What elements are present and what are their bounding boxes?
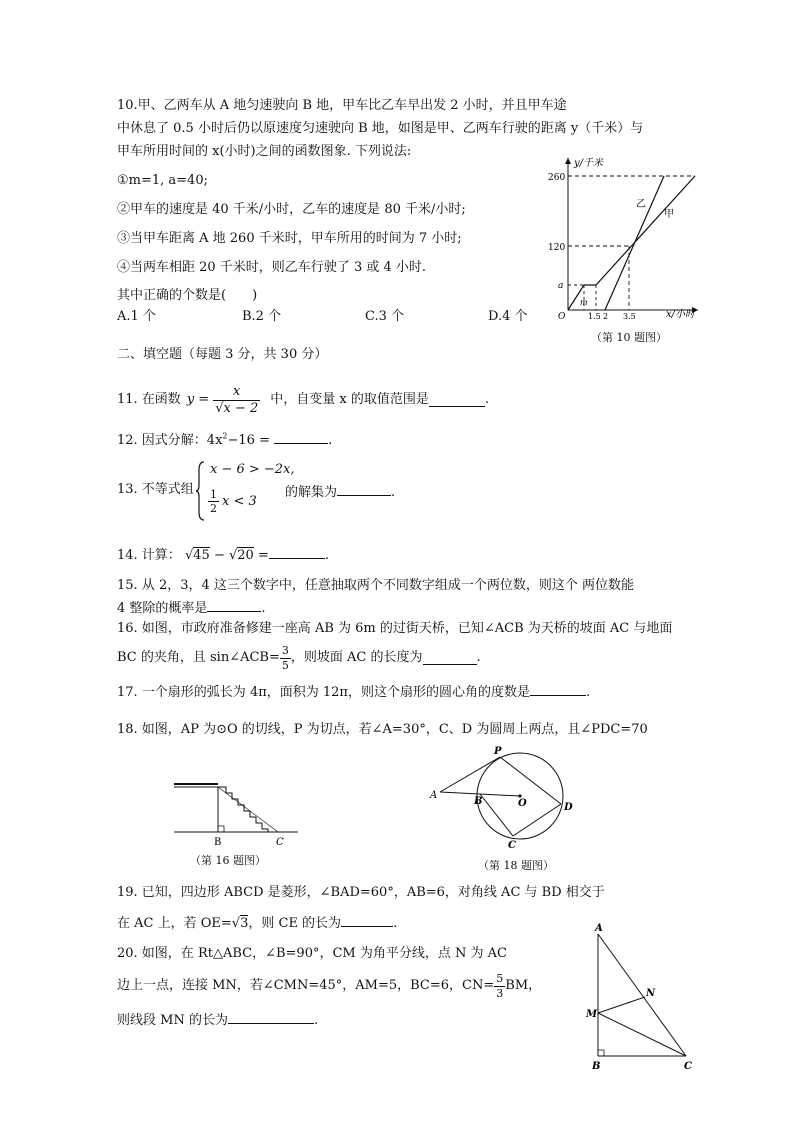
q18-line1: 18. 如图，AP 为⊙O 的切线，P 为切点，若∠A=30°，C、D 为圆周上两点，且∠PDC=70 (117, 722, 648, 737)
q16-fraction (280, 644, 291, 671)
q11-fraction (213, 384, 260, 416)
q10-line1: 10.甲、乙两车从 A 地匀速驶向 B 地，甲车比乙车早出发 2 小时，并且甲车途 (117, 98, 567, 113)
q14-equals: = (257, 548, 269, 563)
q17-answer-blank[interactable] (530, 683, 586, 696)
q16-end: . (476, 650, 481, 666)
fig18-label-c: C (508, 840, 516, 850)
fig18-label-o: O (518, 798, 527, 809)
graph-tick-2: 2 (603, 312, 609, 320)
q10-line3: 甲车所用时间的 x(小时)之间的函数图象. 下列说法: (117, 144, 412, 159)
fig18-caption: （第 18 题图） (478, 859, 554, 872)
section-2-title: 二、填空题（每题 3 分，共 30 分） (117, 347, 328, 362)
fig18-label-d: D (564, 802, 573, 813)
q14-root-1: √45 (184, 548, 210, 563)
graph-tick-260: 260 (548, 173, 566, 183)
q16-frac-num: 3 (281, 644, 289, 658)
fig20-label-m: M (586, 1009, 598, 1020)
fig18-label-a: A (430, 790, 438, 801)
fig18-label-b: B (474, 796, 483, 807)
q13-ineq2-rest: x < 3 (222, 493, 257, 509)
fig18-label-p: P (494, 746, 502, 757)
q10-statement-3: ③当甲车距离 A 地 260 千米时，甲车所用的时间为 7 小时; (117, 231, 462, 246)
graph-tick-3-5: 3.5 (623, 312, 636, 320)
graph-label-yi: 乙 (636, 199, 646, 210)
q16-answer-blank[interactable] (423, 652, 477, 665)
q11-answer-blank[interactable] (429, 394, 485, 407)
q12-end: . (328, 433, 333, 448)
q10-question: 其中正确的个数是( ) (117, 288, 258, 303)
q14-minus: − (213, 548, 225, 563)
q12-text: −16 = (227, 433, 270, 448)
q11-text: 中，自变量 x 的取值范围是 (270, 392, 429, 408)
q16-line2-text: ，则坡面 AC 的长度为 (290, 650, 423, 666)
q11-fx-lhs: y = (186, 392, 210, 408)
q12-answer-blank[interactable] (274, 431, 328, 444)
q11-denominator: √x − 2 (215, 400, 259, 416)
q20-line3: 则线段 MN 的长为 . (117, 1013, 319, 1028)
q10-statement-2: ②甲车的速度是 40 千米/小时，乙车的速度是 80 千米/小时; (117, 202, 466, 217)
q13-inequality-2 (208, 488, 257, 515)
q19-line1: 19. 已知，四边形 ABCD 是菱形，∠BAD=60°，AB=6，对角线 AC 与 BD 相交于 (117, 885, 605, 900)
q10-option-c: C.3 个 (365, 309, 405, 324)
q16-line1: 16. 如图，市政府准备修建一座高 AB 为 6m 的过街天桥，已知∠ACB 为天桥的坡面 AC 与地面 (117, 621, 673, 636)
q19-answer-blank[interactable] (341, 914, 393, 927)
q10-option-d: D.4 个 (488, 309, 528, 324)
q13-half (208, 488, 219, 515)
graph-x-axis-label: x/小时 (666, 309, 696, 320)
q20-frac-num: 5 (496, 972, 504, 986)
q14-answer-blank[interactable] (269, 546, 325, 559)
q20-answer-blank[interactable] (228, 1011, 314, 1024)
q14-prefix: 14. 计算： (117, 548, 181, 563)
q13-end: . (391, 485, 396, 500)
fig20-label-a: A (595, 923, 603, 934)
graph-y-axis-label: y/千米 (574, 158, 604, 169)
q12 (117, 431, 332, 449)
q13-half-num: 1 (210, 488, 217, 501)
graph-label-jia: 甲 (664, 209, 674, 220)
q10-statement-1: ①m=1, a=40; (117, 173, 208, 188)
q14-root-2: √20 (228, 548, 254, 563)
q16-line2 (117, 640, 481, 676)
q10-figure-caption: （第 10 题图） (591, 331, 667, 344)
q11-end: . (484, 392, 489, 408)
q19-root: √3 (231, 916, 249, 931)
q20-fraction (494, 972, 505, 999)
fig20-label-b: B (592, 1061, 601, 1072)
q15-line2: 4 整除的概率是 . (117, 601, 266, 616)
q13-prefix: 13. 不等式组 (117, 482, 194, 497)
graph-tick-a: a (558, 281, 564, 291)
q16-line2-prefix: BC 的夹角，且 sin∠ACB= (117, 650, 280, 666)
figure-16 (170, 778, 310, 850)
fig16-label-b: B (214, 837, 222, 848)
q11 (117, 380, 489, 420)
q12-exponent: 2 (222, 431, 228, 441)
q20-line1: 20. 如图，在 Rt△ABC，∠B=90°，CM 为角平分线，点 N 为 AC (117, 946, 507, 961)
q13-answer-blank[interactable] (337, 483, 391, 496)
graph-tick-120: 120 (548, 243, 566, 253)
q13-brace (196, 460, 206, 522)
fig20-label-n: N (646, 988, 656, 999)
q12-prefix: 12. 因式分解：4x (117, 433, 223, 448)
q16-frac-den: 5 (281, 658, 289, 672)
q15-line1: 15. 从 2，3，4 这三个数字中，任意抽取两个不同数字组成一个两位数，则这个 两位数能 (117, 578, 635, 593)
q14-end: . (324, 548, 330, 563)
q13-inequality-1: x − 6 > −2x, (210, 462, 295, 477)
q11-prefix: 11. 在函数 (117, 392, 181, 408)
q10-function-graph (548, 155, 706, 320)
q19-line2: 在 AC 上，若 OE=√3，则 CE 的长为 . (117, 916, 398, 931)
graph-tick-m: m (580, 298, 588, 307)
graph-origin: O (558, 312, 566, 320)
q20-frac-den: 3 (496, 986, 504, 1000)
fig20-label-c: C (684, 1061, 692, 1072)
q11-numerator: x (213, 384, 260, 401)
q15-answer-blank[interactable] (207, 599, 261, 612)
fig16-caption: （第 16 题图） (190, 854, 266, 867)
q10-statement-4: ④当两车相距 20 千米时，则乙车行驶了 3 或 4 小时. (117, 260, 427, 275)
q10-line2: 中休息了 0.5 小时后仍以原速度匀速驶向 B 地，如图是甲、乙两车行驶的距离 y（千米）与 (117, 121, 644, 136)
q10-option-a: A.1 个 (117, 309, 156, 324)
q13-tail (285, 483, 395, 501)
fig16-label-c: C (276, 837, 284, 848)
q14 (117, 546, 329, 564)
q20-line2: 边上一点，连接 MN，若∠CMN=45°，AM=5，BC=6，CN= $\frac{5}{3}$ BM， (117, 972, 542, 1000)
figure-18 (428, 746, 578, 850)
q13-half-den: 2 (210, 502, 217, 516)
figure-20 (586, 920, 692, 1076)
q10-option-b: B.2 个 (242, 309, 282, 324)
graph-tick-1-5: 1.5 (588, 312, 601, 320)
q13-text: 的解集为 (285, 485, 338, 500)
q17: 17. 一个扇形的弧长为 4π，面积为 12π，则这个扇形的圆心角的度数是 . (117, 685, 591, 700)
